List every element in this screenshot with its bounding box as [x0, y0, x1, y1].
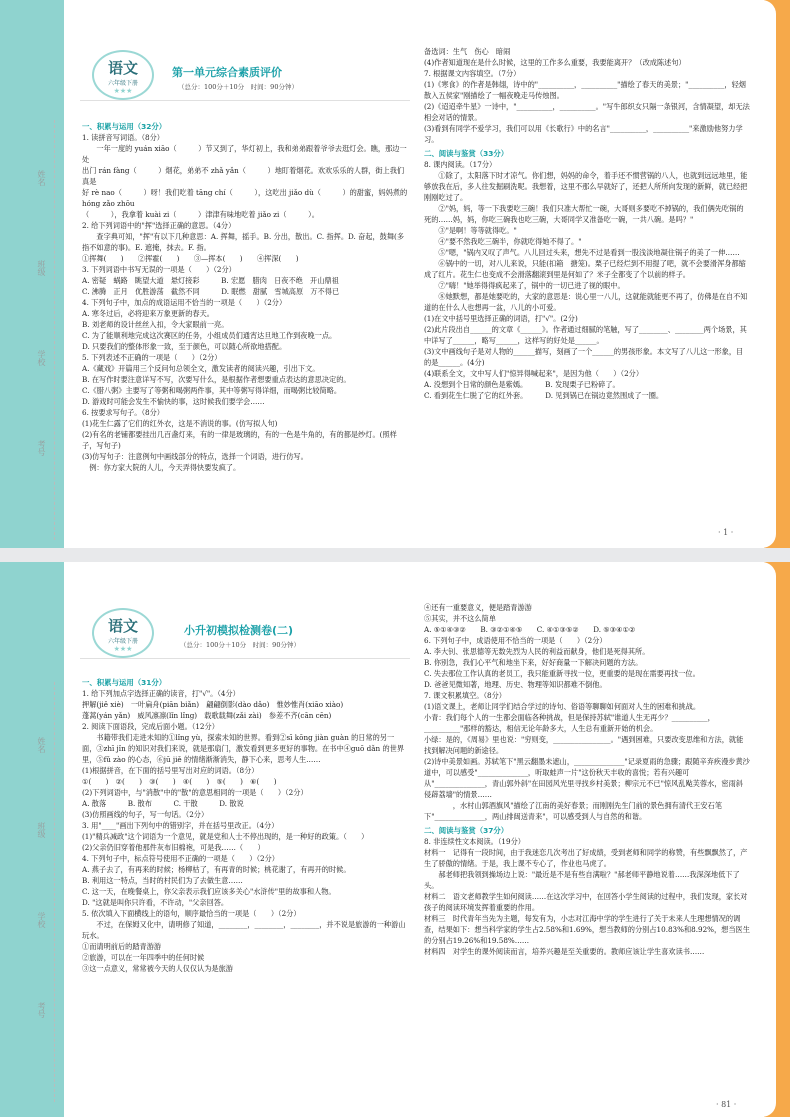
left-column — [82, 118, 408, 473]
question-line: B. 在写作时要注意详写不写，次要写什么，是根据作者想要重点表达的意思决定的。 — [82, 375, 351, 384]
question-line: A. 李大钊、张思德等无数先烈为人民的利益而献身，他们是死得其所。 — [424, 647, 650, 656]
margin-label-school: 学校 — [37, 350, 46, 366]
question-line: 6. 按要求写句子。（8分） — [82, 408, 164, 417]
question-line: 蓬蒿(yán yǎn) 威风凛凛(lǐn lǐng) 载歌载舞(zǎi zài) 参差不齐(cān cēn) — [82, 711, 332, 720]
page-title: 第一单元综合素质评价 — [172, 66, 282, 79]
question-line: 备选词：生气 伤心 暗闹 — [424, 47, 511, 56]
question-line: ①而请明前后的踏青游游 — [82, 942, 162, 951]
margin-label-id: 考号 — [37, 440, 46, 456]
title-divider — [80, 100, 410, 101]
question-line: A.《藏戏》开篇用三个反问句总领全文，激发读者的阅读兴趣，引出下文。 — [82, 364, 320, 373]
question-line: 好 rè nao（ ）呀！我们吃着 tāng chí（ ），这吃出 jiǎo dù（ ）的甜蜜，妈妈煮的 hóng zǎo zhōu — [82, 188, 408, 208]
exam-page-1 — [0, 0, 790, 548]
question-line: (2)《迢迢牵牛星》一诗中，"__________，__________。"写牛郎织女只隔一条银河，含情凝望，却无法相会对话的情景。 — [424, 102, 750, 122]
question-line: ①除了，太阳落下时才凉气。你们想，妈妈的命令，着手还不惯营锅的八人，也就到远远地里，能够放我在后，多人往发掘刷洗呢。我想着，这里不那么早就好了，还把人所所向发现的新鲜，就已经把刚刚吃过了。 — [424, 171, 748, 202]
binding-line — [54, 120, 55, 540]
question-line: ⑤"嗯，"锅内又叹了声气。八儿回过头来，想先不过是看到一股浅淡地凝住锅子的美了一伸…… — [424, 248, 740, 257]
question-line: (1)在文中括号里选择正确的词语，打"√"。(2分) — [424, 314, 578, 323]
grade-label: 六年级下册 — [107, 80, 138, 87]
question-line: 4. 下列句子中，标点符号使用不正确的一项是（ ）（2分） — [82, 854, 279, 863]
question-line: (3)仿照画线的句子，写一句话。（2分） — [82, 810, 209, 819]
right-column — [424, 46, 750, 401]
question-line: 6. 下列句子中，成语使用不恰当的一项是（ ）（2分） — [424, 636, 607, 645]
question-line: A. 没想到个日常的颜色是紫嫣。 B. 发现栗子已粉碎了。 — [424, 380, 620, 389]
question-line: (3)看到有同学不爱学习，我们可以用《长歌行》中的名言"__________，__________"来激励他努力学习。 — [424, 124, 743, 144]
margin-label-id: 考号 — [37, 1002, 46, 1018]
question-line: A. 燕子去了，有再来的时候；杨柳枯了，有再青的时候；桃花谢了，有再开的时候。 — [82, 865, 351, 874]
question-line: 查字典可知，"挥"有以下几种意思：A. 挥舞，摇手。B. 分出，散出。C. 指挥。D. 奋起，鼓舞(多指不如意的事)。E. 遮掩，抹去。F. 指。 — [82, 232, 405, 252]
page-edge-curve — [762, 562, 776, 1117]
question-line: (2)此片段出自______的文章《______》。作者通过细腻的笔触，写了________、________两个场景，其中详写了______，略写______，这样写的好处是______。 — [424, 325, 747, 345]
question-line: B. 利用这一特点，当时的村民们为了去做生意…… — [82, 876, 243, 885]
question-line: (3)仿写句子：注意例句中画线部分的特点，选择一个词语，进行仿写。 — [82, 452, 308, 461]
question-line: 7. 根据课文内容填空。（7分） — [424, 69, 521, 78]
question-line: ②"妈，妈，等一下我要吃三碗！我们只准大帮忙一碗，大哥则多要吃不掉锅的，我们俩先吃锅的死的……妈，妈，你吃三碗我也吃三碗，大哥同学又准备吃一碗，一共八碗。是吗？" — [424, 204, 744, 224]
question-line: (1)《寒食》的作者是韩翃，诗中的"__________，__________"描绘了春天的美景；"__________，轻烟散入五侯家"刚描绘了一幅夜晚走马传烛图。 — [424, 80, 746, 100]
question-line: (1)语文课上，老师让同学们结合学过的诗句、俗语等聊聊如何面对人生的困难和挑战。 — [424, 702, 701, 711]
question-line: (4)作者知道现在是什么时候，这里的工作多么重要，我要能离开？（改成陈述句） — [424, 58, 686, 67]
question-line: A. 散落 B. 散布 C. 干散 D. 散说 — [82, 799, 244, 808]
question-line: ④还有一重要意义，便是踏青游游 — [424, 603, 532, 612]
subject-badge — [92, 608, 154, 658]
question-line: C. 这一天，在晚餐桌上，你父亲表示我们应该多关心"水浒传"里的故事和人物。 — [82, 887, 336, 896]
question-line: B. 刘老师的设计丝丝入扣，令大家眼前一亮。 — [82, 320, 229, 329]
grade-label: 六年级下册 — [107, 638, 138, 645]
question-line: 材料一 记得有一段时间，由于我迷恋几次考出了好成绩，受到老师和同学的称赞，有些飘飘然了，产生了骄傲的情绪。于是，我上课不专心了，作业也马虎了。 — [424, 848, 748, 868]
question-line: ，水村山郭酒旗风"描绘了江南的美好春景；而刚刚先生门前的景色拥有清代王安石笔下"______________，两山排闼送青来"，可以感受到人与自然的和谐。 — [424, 801, 722, 821]
margin-label-name: 姓名 — [37, 737, 46, 753]
question-line: (1)花生仁露了它们的红外衣，这是不消说的事。(仿写拟人句) — [82, 419, 278, 428]
question-line: ③"是啊！等等就得吃。" — [424, 226, 517, 235]
question-line: D. 只要我们的整体形象一致，至于颜色，可以随心所欲地搭配。 — [82, 342, 287, 351]
exam-page-2 — [0, 562, 790, 1117]
question-line: D. 爸爸见微知著，地理、历史、物理等知识都难不倒他。 — [424, 680, 607, 689]
question-line: ③这一点意义，常常被今天的人仅仅认为是旅游 — [82, 964, 233, 973]
question-line: D. 游戏时可能会发生不愉快的事，这时候我们要学会…… — [82, 397, 265, 406]
title-divider — [80, 658, 410, 659]
margin-label-class: 班级 — [37, 822, 46, 838]
margin-label-class: 班级 — [37, 260, 46, 276]
page-edge-curve — [762, 0, 776, 548]
question-line: 1. 读拼音写词语。（8分） — [82, 133, 164, 142]
question-line: A. ⑤①④③② B. ③②①④⑤ C. ④①③⑤② D. ⑤③④①② — [424, 625, 636, 634]
question-line: 材料三 时代青年当先为主题，每发有为，小志对江海中学的学生进行了关于未来人生理想情况的调查，结果如下：想当科学家的学生占2.58%和1.69%，想当教师的分别占10.83%和8.92%，想当医生的分别占19.26%和19.58%…… — [424, 914, 750, 945]
question-line: 5. 下列表述不正确的一项是（ ）（2分） — [82, 353, 222, 362]
question-line: C. 沸腾 正月 优胜游荡 截然不同 D. 眠燃 甜腻 雪城高原 万不得已 — [82, 287, 340, 296]
binding-line — [54, 682, 55, 1102]
question-line: 8. 非连续性文本阅读。（19分） — [424, 837, 525, 846]
margin-label-school: 学校 — [37, 912, 46, 928]
question-line: D. "这就是叫你只许看，不许动，"父亲回答。 — [82, 898, 229, 907]
badge-stars: ★★★ — [113, 87, 133, 95]
subject-label: 语文 — [107, 617, 138, 635]
question-line: C.《腊八粥》主要写了等粥和喝粥两件事，其中等粥写得详细，而喝粥比较简略。 — [82, 386, 342, 395]
question-line: 3. 用"____"画出下列句中的错别字，并在括号里改正。（4分） — [82, 821, 279, 830]
question-line: C. 失去那位工作认真的老员工，我只能重新寻找一位，更重要的是现在需要再找一位。 — [424, 669, 700, 678]
section-heading: 二、阅读与鉴赏（37分） — [424, 826, 509, 835]
badge-stars: ★★★ — [113, 645, 133, 653]
question-line: ⑧她默想，都是她要吃的，大家的意思是：说心里一八儿，这就能就能更不再了，仿佛是在自不知道的在什么人也想再一盆，八儿的小可爱。 — [424, 292, 748, 312]
question-line: 5. 依次填入下面横线上的语句，顺序最恰当的一项是（ ）（2分） — [82, 909, 301, 918]
question-line: (1)"精兵减政"这个词语为一个意见，就是党和人士不停出现的，是一种好的政策。（ ） — [82, 832, 369, 841]
question-line: (4)联系全文，文中写人们"惊异得喊起来"，是因为他（ ）（2分） — [424, 369, 644, 378]
question-line: 押解(jiě xiè) 一叶扁舟(piān biǎn) 翩翩倒影(dào dǎo) 惟妙惟肖(xiāo xiào) — [82, 700, 344, 709]
question-line: 例：你方家大院的人儿，今天弄得快要发疯了。 — [82, 463, 241, 472]
question-line: (2)诗中美景如画。苏轼笔下"黑云翻墨未遮山，______________"记录夏雨的急骤；跟随辛弃疾漫步黄沙道中，可以感受"______________，听取蛙声一片"这份秋天丰收的喜悦；若有兴趣可从"______________，青山郭外斜"在田园风光里寻找乡村美景；柳宗元不已"惊风乱飐芙蓉水，密雨斜侵薜荔墙"的情景…… — [424, 757, 750, 799]
question-line: ①挥舞( ) ②挥霍( ) ③—挥本( ) ④挥深( ) — [82, 254, 299, 263]
question-line: 出门 rán fàng（ ）烟花，弟弟不 zhǎ yǎn（ ）地盯着烟花。欢欢乐乐的人群，街上我们真是 — [82, 166, 405, 186]
question-line: 4. 下列句子中，加点的成语运用不恰当的一项是（ ）（2分） — [82, 298, 287, 307]
section-heading: 二、阅读与鉴赏（33分） — [424, 149, 509, 158]
question-line: C. 看到花生仁脱了它的红外套。 D. 见到锅已在锅边竟然围成了一圈。 — [424, 391, 664, 400]
section-heading: 一、积累与运用（32分） — [82, 122, 167, 131]
question-line: (2)父亲仍旧穿着他那件灰布旧棉袍，可是我……（ ） — [82, 843, 265, 852]
question-line: ④"要不然我吃三碗半，你就吃得她不得了。" — [424, 237, 582, 246]
page-number: · 1 · — [718, 528, 734, 537]
left-column — [82, 674, 408, 974]
exam-meta: （总分：100分＋10分 时间：90分钟） — [178, 83, 298, 91]
question-line: （ ），我拿着 kuài zi（ ）津津有味地吃着 jiǎo zi（ ）。 — [82, 210, 319, 219]
question-line: (3)文中画线句子是对人物的______描写，刻画了一个______的男孩形象。本文写了八儿这一形象，目的是______。(4分) — [424, 347, 744, 367]
exam-meta: （总分：100分＋10分 时间：90分钟） — [180, 641, 300, 649]
question-line: (1)根据拼音，在下面的括号里写出对应的词语。（8分） — [82, 766, 259, 775]
page-number: · 81 · — [716, 1100, 737, 1109]
question-line: 材料二 语文老师教学生如何阅读……在这次学习中，在回答小学生阅读的过程中，我们发现，家长对孩子的阅读环境发挥着重要的作用。 — [424, 892, 748, 912]
question-line: 3. 下列词语中书写无误的一项是（ ）（2分） — [82, 265, 236, 274]
question-line: 材料四 对学生的课外阅读而言，培养兴趣是至关重要的。教师应该让学生喜欢读书…… — [424, 947, 705, 956]
question-line: ⑤其实，并不这么简单 — [424, 614, 496, 623]
question-line: ①( ) ②( ) ③( ) ④( ) ⑤( ) ⑥( ) — [82, 777, 277, 786]
question-line: A. 密疑 蜗路 眺望大道 悬灯接彩 B. 宏愿 腊肉 日夜不绝 开山鼎祖 — [82, 276, 339, 285]
question-line: 书籍带我们走进未知的①lǐng yù，探索未知的世界。看到②sī kōng jiàn guàn 的日常的另一面，③zhī jǐn 的知识对我们来说，就是那扇门，激发看到更多更好的事物。在书中④guō dǎn 的世界里，⑤fǔ zào 的心态，⑥jū jiě 的情绪渐渐消失，静下心来，思考人生…… — [82, 733, 405, 764]
page-title: 小升初模拟检测卷(二) — [184, 624, 294, 637]
question-line: 不过，在保姆又化中，请明修了知道，________，________，________，并不说是旅游的一种游山玩水。 — [82, 920, 406, 940]
question-line: ②旅游，可以在一年四季中的任何时候 — [82, 953, 205, 962]
section-heading: 一、积累与运用（31分） — [82, 678, 167, 687]
question-line: B. 你别急，我们心平气和地坐下来，好好商量一下解决问题的方法。 — [424, 658, 643, 667]
question-line: 小青：我们每个人的一生都会面临各种挑战，但是保持苏轼"谁道人生无再少？__________，__________"那样的豁达，相信无论年龄多大，人生总有重新开始的机会。 — [424, 713, 715, 733]
subject-badge — [92, 50, 154, 100]
question-line: 2. 给下列词语中的"挥"选择正确的意思。（4分） — [82, 221, 236, 230]
question-line: 一年一度的 yuán xiāo（ ）节又到了，华灯初上，我和弟弟跟着爷爷去逛灯会。瞧，那边一处 — [82, 144, 407, 164]
question-line: 7. 课文积累填空。（8分） — [424, 691, 506, 700]
question-line: ⑥锅中的一切，对八儿来说，只能(扣箱 搪笼)。栗子已经烂到不用提了吧，就不会要滑浑身都缩成了红片。花生仁也变成不会滑落翻滚到里是何如了？米子全都变了个以前的样子。 — [424, 259, 746, 279]
margin-label-name: 姓名 — [37, 170, 46, 186]
question-line: (2)下列词语中，与"消散"中的"散"的意思相同的一项是（ ）（2分） — [82, 788, 308, 797]
question-line: (2)有名的老铺都要挂出几百盏灯来，有的一律是玻璃的，有的一色是牛角的，有的都是纱灯。(照样子，写句子) — [82, 430, 397, 450]
question-line: 1. 给下列加点字选择正确的读音，打"√"。（4分） — [82, 689, 240, 698]
question-line: 8. 课内阅读。（17分） — [424, 160, 497, 169]
question-line: C. 为了能顺利地完成这次赛区的任务，小组成员们通宵达旦地工作到夜晚一点。 — [82, 331, 337, 340]
right-column — [424, 602, 750, 957]
subject-label: 语文 — [107, 59, 138, 77]
question-line: ⑦"嗨！"她举得得疯起来了，锅中的一切已进了视的眼中。 — [424, 281, 625, 290]
question-line: A. 寒冬过后，必将迎来万象更新的春天。 — [82, 309, 214, 318]
question-line: 郝老师把我领到操场边上说："最近是不是有些自满啦？"郝老师平静地说着……我深深地低下了头。 — [424, 870, 740, 890]
question-line: 2. 阅读下面语段，完成后面小题。（12分） — [82, 722, 219, 731]
question-line: 小绿：是的，《周易》里也说："穷则变，________________。"遇到困难，只要改变思维和方法，就能找到解决问题的新途径。 — [424, 735, 744, 755]
